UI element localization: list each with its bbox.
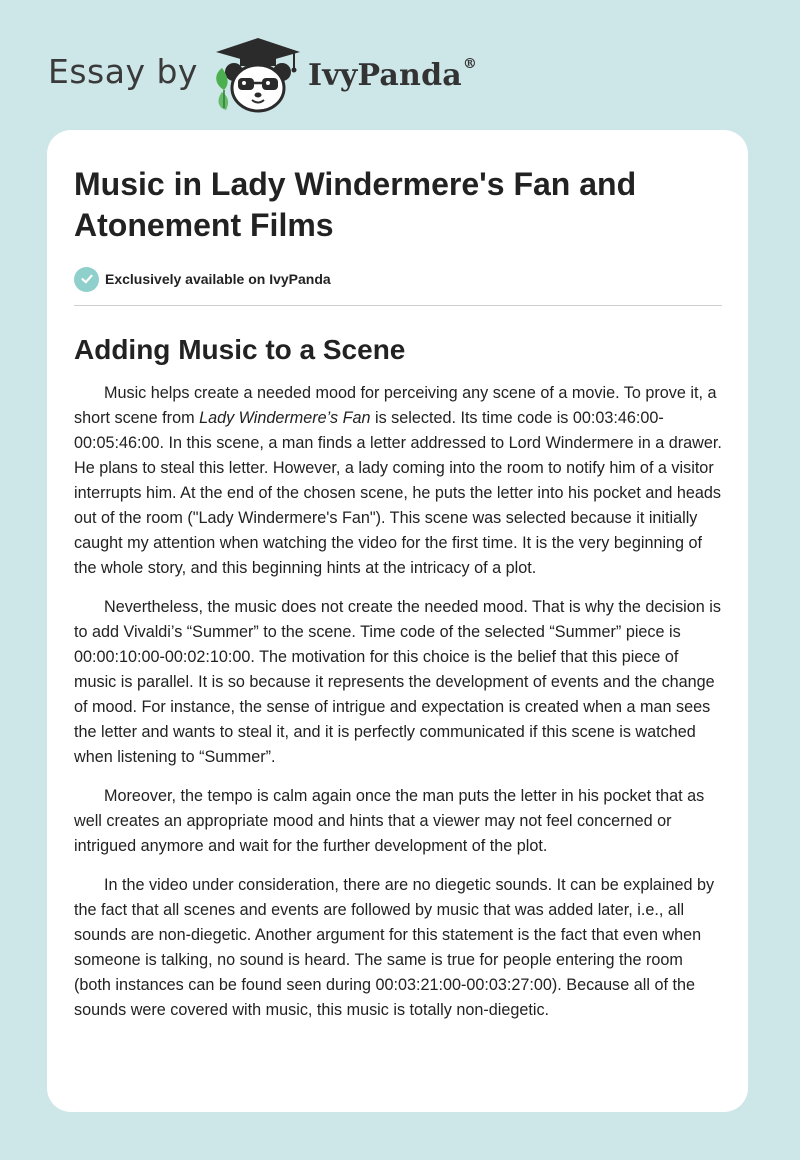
essay-by-label: Essay by: [48, 51, 198, 91]
paragraph-2: Nevertheless, the music does not create the needed mood. That is why the decision is to add Vivaldi’s “Summer” to the scene. Time code of the selected “Summer” piece is 00:00:10:00-00:02:10:00. The motivation for this choice is the belief that this piece of music is parallel. It is so because it represents the development of events and the change of mood. For instance, the sense of intrigue and expectation is created when a man sees the letter and wants to steal it, and it is perfectly communicated if this scene is watched when listening to “Summer”.: [74, 598, 721, 766]
paragraph-1-start: Music helps create a needed mood for perceiving any scene of a movie. To prove it, a short scene from: [74, 384, 717, 427]
paragraph-1: [74, 381, 722, 581]
exclusive-badge: [74, 266, 722, 292]
check-icon: [74, 267, 99, 292]
exclusive-badge-text: Exclusively available on IvyPanda: [105, 271, 331, 287]
paragraph-3: Moreover, the tempo is calm again once the man puts the letter in his pocket that as well creates an appropriate mood and hints that a viewer may not feel concerned or intrigued anymore and wait for the further development of the plot.: [74, 787, 705, 855]
divider: [74, 305, 722, 306]
paragraph-4: In the video under consideration, there are no diegetic sounds. It can be explained by the fact that all scenes and events are followed by music that was added later, i.e., all sounds are non-diegetic. Another argument for this statement is the fact that even when someone is talking, no sound is heard. The same is true for people entering the room (both instances can be found seen during 00:03:21:00-00:03:27:00). Because all of the sounds were covered with music, this music is totally non-diegetic.: [74, 876, 715, 1019]
essay-card: [47, 130, 748, 1112]
registered-mark: ®: [462, 55, 478, 72]
essay-title: Music in Lady Windermere's Fan and Atonement Films: [74, 166, 637, 243]
panda-logo-icon[interactable]: [210, 34, 306, 114]
paragraph-1-end: is selected. Its time code is 00:03:46:00-00:05:46:00. In this scene, a man finds a letter addressed to Lord Windermere in a drawer. He plans to steal this letter. However, a lady coming into the room to notify him of a visitor interrupts him. At the end of the chosen scene, he puts the letter into his pocket and heads out of the room ("Lady Windermere's Fan"). This scene was selected because it initially caught my attention when watching the video for the first time. It is the very beginning of the whole story, and this beginning hints at the intricacy of a plot.: [74, 409, 722, 577]
brand-name[interactable]: [307, 55, 478, 93]
brand-name-text: IvyPanda: [307, 57, 462, 93]
essay-body: [74, 381, 722, 1023]
section-heading: Adding Music to a Scene: [74, 334, 406, 365]
film-title: Lady Windermere’s Fan: [199, 409, 371, 427]
site-header: [48, 34, 477, 114]
